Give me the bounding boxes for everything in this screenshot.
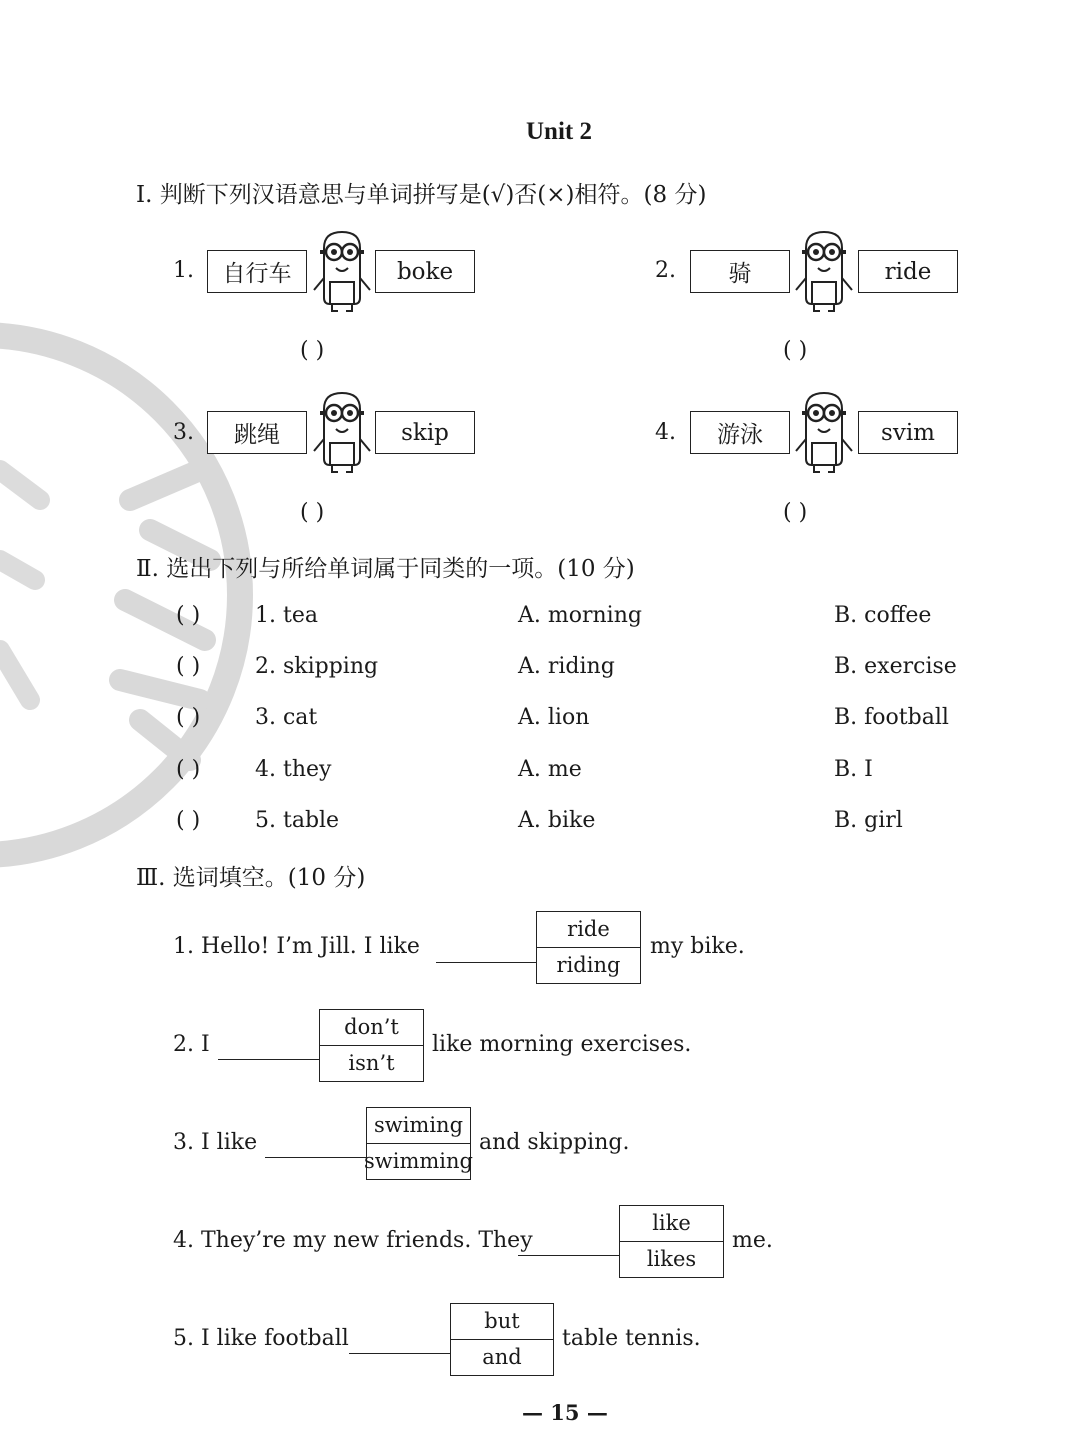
section2-heading: Ⅱ. 选出下列与所给单词属于同类的一项。(10 分) (136, 556, 635, 582)
choice-option[interactable]: likes (646, 1247, 697, 1272)
sentence-end: my bike. (650, 934, 745, 959)
word-choice-box (536, 911, 641, 984)
english-word-box: ride (858, 250, 958, 293)
chinese-word-box: 游泳 (690, 411, 790, 454)
option-b: B. coffee (834, 603, 932, 628)
answer-paren[interactable]: ( ) (176, 757, 201, 782)
english-word-box: boke (375, 250, 475, 293)
question-word: 1. tea (255, 603, 318, 628)
option-b: B. girl (834, 808, 903, 833)
answer-paren[interactable]: ( ) (300, 338, 325, 363)
choice-option[interactable]: isn’t (348, 1051, 395, 1076)
word-choice-box (366, 1107, 471, 1180)
sentence-start: 3. I like (173, 1130, 258, 1155)
section3-heading: Ⅲ. 选词填空。(10 分) (136, 865, 366, 891)
choice-option[interactable]: ride (537, 912, 640, 948)
sentence-start: 4. They’re my new friends. They (173, 1228, 533, 1253)
question-word: 4. they (255, 757, 332, 782)
option-b: B. football (834, 705, 949, 730)
answer-paren[interactable]: ( ) (176, 808, 201, 833)
sentence-end: like morning exercises. (432, 1032, 692, 1057)
answer-paren[interactable]: ( ) (300, 500, 325, 525)
choice-option[interactable]: but (451, 1304, 553, 1340)
option-a: A. lion (518, 705, 590, 730)
word-choice-box (450, 1303, 554, 1376)
unit-title: Unit 2 (526, 118, 592, 145)
sentence-end: table tennis. (562, 1326, 701, 1351)
sentence-end: and skipping. (479, 1130, 630, 1155)
question-word: 2. skipping (255, 654, 379, 679)
section1-heading: Ⅰ. 判断下列汉语意思与单词拼写是(√)否(×)相符。(8 分) (136, 182, 707, 208)
answer-paren[interactable]: ( ) (176, 654, 201, 679)
chinese-word-box: 跳绳 (207, 411, 307, 454)
choice-option[interactable]: swimming (364, 1149, 473, 1174)
sentence-start: 2. I (173, 1032, 210, 1057)
answer-blank[interactable] (436, 962, 536, 963)
choice-option[interactable]: don’t (320, 1010, 423, 1046)
s1-item-number: 4. (655, 420, 676, 445)
answer-blank[interactable] (518, 1255, 619, 1256)
chinese-word-box: 骑 (690, 250, 790, 293)
answer-paren[interactable]: ( ) (783, 500, 808, 525)
minion-icon (310, 389, 374, 475)
answer-paren[interactable]: ( ) (783, 338, 808, 363)
s1-item-number: 2. (655, 258, 676, 283)
minion-icon (310, 228, 374, 314)
word-choice-box (319, 1009, 424, 1082)
option-b: B. exercise (834, 654, 957, 679)
choice-option[interactable]: and (482, 1345, 522, 1370)
option-a: A. me (518, 757, 582, 782)
s1-item-number: 3. (173, 420, 194, 445)
option-b: B. I (834, 757, 873, 782)
english-word-box: svim (858, 411, 958, 454)
english-word-box: skip (375, 411, 475, 454)
question-word: 3. cat (255, 705, 318, 730)
minion-icon (792, 389, 856, 475)
sentence-start: 1. Hello! I’m Jill. I like (173, 934, 420, 959)
answer-paren[interactable]: ( ) (176, 603, 201, 628)
word-choice-box (619, 1205, 724, 1278)
answer-paren[interactable]: ( ) (176, 705, 201, 730)
answer-blank[interactable] (265, 1157, 366, 1158)
page-number: — 15 — (522, 1400, 608, 1425)
sentence-end: me. (732, 1228, 773, 1253)
option-a: A. morning (518, 603, 642, 628)
chinese-word-box: 自行车 (207, 250, 307, 293)
option-a: A. riding (518, 654, 615, 679)
question-word: 5. table (255, 808, 340, 833)
option-a: A. bike (518, 808, 596, 833)
choice-option[interactable]: riding (556, 953, 621, 978)
answer-blank[interactable] (349, 1353, 450, 1354)
s1-item-number: 1. (173, 258, 194, 283)
answer-blank[interactable] (218, 1059, 319, 1060)
choice-option[interactable]: swiming (367, 1108, 470, 1144)
sentence-start: 5. I like football (173, 1326, 349, 1351)
choice-option[interactable]: like (620, 1206, 723, 1242)
minion-icon (792, 228, 856, 314)
